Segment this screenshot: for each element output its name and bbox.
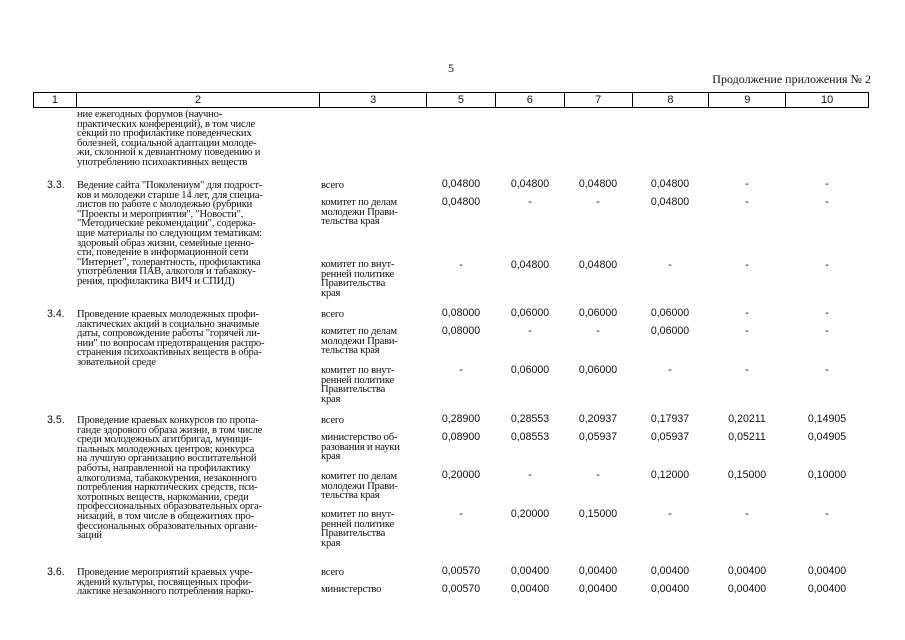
value-cell: -: [745, 325, 749, 337]
value-cell: 0,00400: [650, 583, 690, 595]
value-cell: 0,00400: [727, 583, 767, 595]
row-number-3-5: 3.5.: [47, 414, 65, 426]
value-cell: -: [459, 508, 463, 520]
row-name-3-4: Проведение краевых молодежных профи- лактических акций в социально значимые даты, сопровождение работы "горячей ли- нии" по вопросам предотвращения распро- странения психоактивных веществ в обра- зовательной среде: [77, 309, 265, 368]
executor-total: всего: [321, 180, 344, 191]
executor-total: всего: [321, 567, 344, 578]
value-cell: -: [596, 196, 600, 208]
value-cell: 0,00400: [650, 565, 690, 577]
value-cell: -: [459, 259, 463, 271]
value-cell: -: [825, 508, 829, 520]
value-cell: -: [596, 469, 600, 481]
value-cell: 0,00570: [441, 565, 481, 577]
value-cell: 0,28900: [441, 413, 481, 425]
value-cell: 0,04905: [807, 431, 847, 443]
value-cell: -: [528, 196, 532, 208]
value-cell: 0,04800: [650, 178, 690, 190]
value-cell: -: [745, 196, 749, 208]
value-cell: 0,00400: [807, 565, 847, 577]
value-cell: -: [459, 364, 463, 376]
value-cell: 0,14905: [807, 413, 847, 425]
continuation-label: Продолжение приложения № 2: [712, 72, 871, 86]
table-header: [33, 92, 869, 108]
value-cell: 0,05937: [578, 431, 618, 443]
value-cell: 0,08000: [441, 325, 481, 337]
executor: министерство: [321, 584, 382, 595]
value-cell: -: [825, 259, 829, 271]
row-name-3-3: Ведение сайта "Поколениум" для подрост- ков и молодежи старше 14 лет, для специа- листов по работе с молодежью (рубрики "Проекты и мероприятия", "Новости", "Методические рекомендации", содержа- щие материалы по следующим тематикам: здоровый образ жизни, семейные ценно- сти, поведение в информационной сети "Интернет", толерантность, профилактика употребления ПАВ, алкоголя и табакоку- рения, профилактика ВИЧ и СПИД): [77, 180, 263, 287]
value-cell: -: [668, 364, 672, 376]
value-cell: -: [825, 325, 829, 337]
value-cell: 0,04800: [510, 259, 550, 271]
col-5: 5: [427, 93, 496, 107]
value-cell: 0,06000: [510, 307, 550, 319]
col-8: 8: [633, 93, 710, 107]
value-cell: 0,04800: [578, 178, 618, 190]
value-cell: -: [825, 178, 829, 190]
value-cell: -: [528, 325, 532, 337]
col-6: 6: [496, 93, 565, 107]
value-cell: 0,17937: [650, 413, 690, 425]
value-cell: 0,00400: [510, 565, 550, 577]
value-cell: 0,08553: [510, 431, 550, 443]
value-cell: 0,05211: [728, 431, 766, 443]
value-cell: 0,08000: [441, 307, 481, 319]
executor: комитет по внут- ренней политике Правительства края: [321, 365, 395, 405]
value-cell: 0,15000: [727, 469, 767, 481]
col-7: 7: [565, 93, 633, 107]
value-cell: -: [745, 307, 749, 319]
value-cell: 0,04800: [441, 196, 481, 208]
row-number-3-3: 3.3.: [47, 179, 65, 191]
col-10: 10: [820, 94, 834, 106]
page-number: 5: [448, 61, 454, 75]
col-9: 9: [709, 93, 786, 107]
value-cell: -: [596, 325, 600, 337]
value-cell: 0,00400: [578, 565, 618, 577]
executor: министерство об- разования и науки края: [321, 432, 400, 463]
value-cell: 0,20211: [728, 413, 766, 425]
value-cell: 0,10000: [807, 469, 847, 481]
executor-total: всего: [321, 415, 344, 426]
value-cell: 0,06000: [650, 307, 690, 319]
col-2: 2: [77, 93, 320, 107]
value-cell: -: [745, 259, 749, 271]
executor-total: всего: [321, 309, 344, 320]
value-cell: -: [825, 307, 829, 319]
value-cell: 0,15000: [578, 508, 618, 520]
value-cell: -: [825, 196, 829, 208]
row-name-3-5: Проведение краевых конкурсов по пропа- ганде здорового образа жизни, в том числе среди молодежных агитбригад, муници- пальных молодежных центров; конкурса на лучшую организацию воспитательной работы, направленной на профилактику алкоголизма, табакокурения, незаконного потребления наркотических средств, пси- хотропных веществ, наркомании, среди профессиональных образовательных орга- низаций, в том числе в общежитиях про- фессиональных образовательных органи- заций: [77, 415, 263, 542]
value-cell: 0,00400: [578, 583, 618, 595]
value-cell: -: [825, 364, 829, 376]
value-cell: 0,06000: [650, 325, 690, 337]
value-cell: 0,00400: [807, 583, 847, 595]
value-cell: -: [745, 178, 749, 190]
value-cell: -: [668, 508, 672, 520]
value-cell: 0,06000: [578, 307, 618, 319]
executor: комитет по делам молодежи Прави- тельства края: [321, 471, 398, 502]
row-name-3-6: Проведение мероприятий краевых учре- ждений культуры, посвященных профи- лактике незаконного потребления нарко-: [77, 567, 254, 598]
value-cell: 0,28553: [510, 413, 550, 425]
executor: комитет по делам молодежи Прави- тельства края: [321, 197, 398, 228]
value-cell: -: [528, 469, 532, 481]
value-cell: 0,06000: [510, 364, 550, 376]
value-cell: 0,12000: [650, 469, 690, 481]
executor: комитет по внут- ренней политике Правительства края: [321, 509, 395, 549]
value-cell: -: [668, 259, 672, 271]
value-cell: 0,04800: [441, 178, 481, 190]
executor: комитет по делам молодежи Прави- тельства края: [321, 326, 398, 357]
value-cell: 0,00570: [441, 583, 481, 595]
value-cell: 0,04800: [510, 178, 550, 190]
row-number-3-6: 3.6.: [47, 566, 65, 578]
value-cell: 0,04800: [578, 259, 618, 271]
row-number-3-4: 3.4.: [47, 308, 65, 320]
value-cell: 0,20937: [578, 413, 618, 425]
value-cell: 0,05937: [650, 431, 690, 443]
row-name-continuation: ние ежегодных форумов (научно- практических конференций), в том числе секций по профилактике поведенческих болезней, социальной адаптации молоде- жи, склонной к девиантному поведению и употреблению психоактивных веществ: [77, 109, 261, 168]
value-cell: 0,20000: [510, 508, 550, 520]
value-cell: -: [745, 364, 749, 376]
value-cell: 0,20000: [441, 469, 481, 481]
executor: комитет по внут- ренней политике Правительства края: [321, 259, 395, 299]
col-3: 3: [320, 93, 427, 107]
col-1: 1: [34, 93, 77, 107]
value-cell: 0,06000: [578, 364, 618, 376]
value-cell: -: [745, 508, 749, 520]
value-cell: 0,00400: [727, 565, 767, 577]
value-cell: 0,04800: [650, 196, 690, 208]
value-cell: 0,08900: [441, 431, 481, 443]
value-cell: 0,00400: [510, 583, 550, 595]
